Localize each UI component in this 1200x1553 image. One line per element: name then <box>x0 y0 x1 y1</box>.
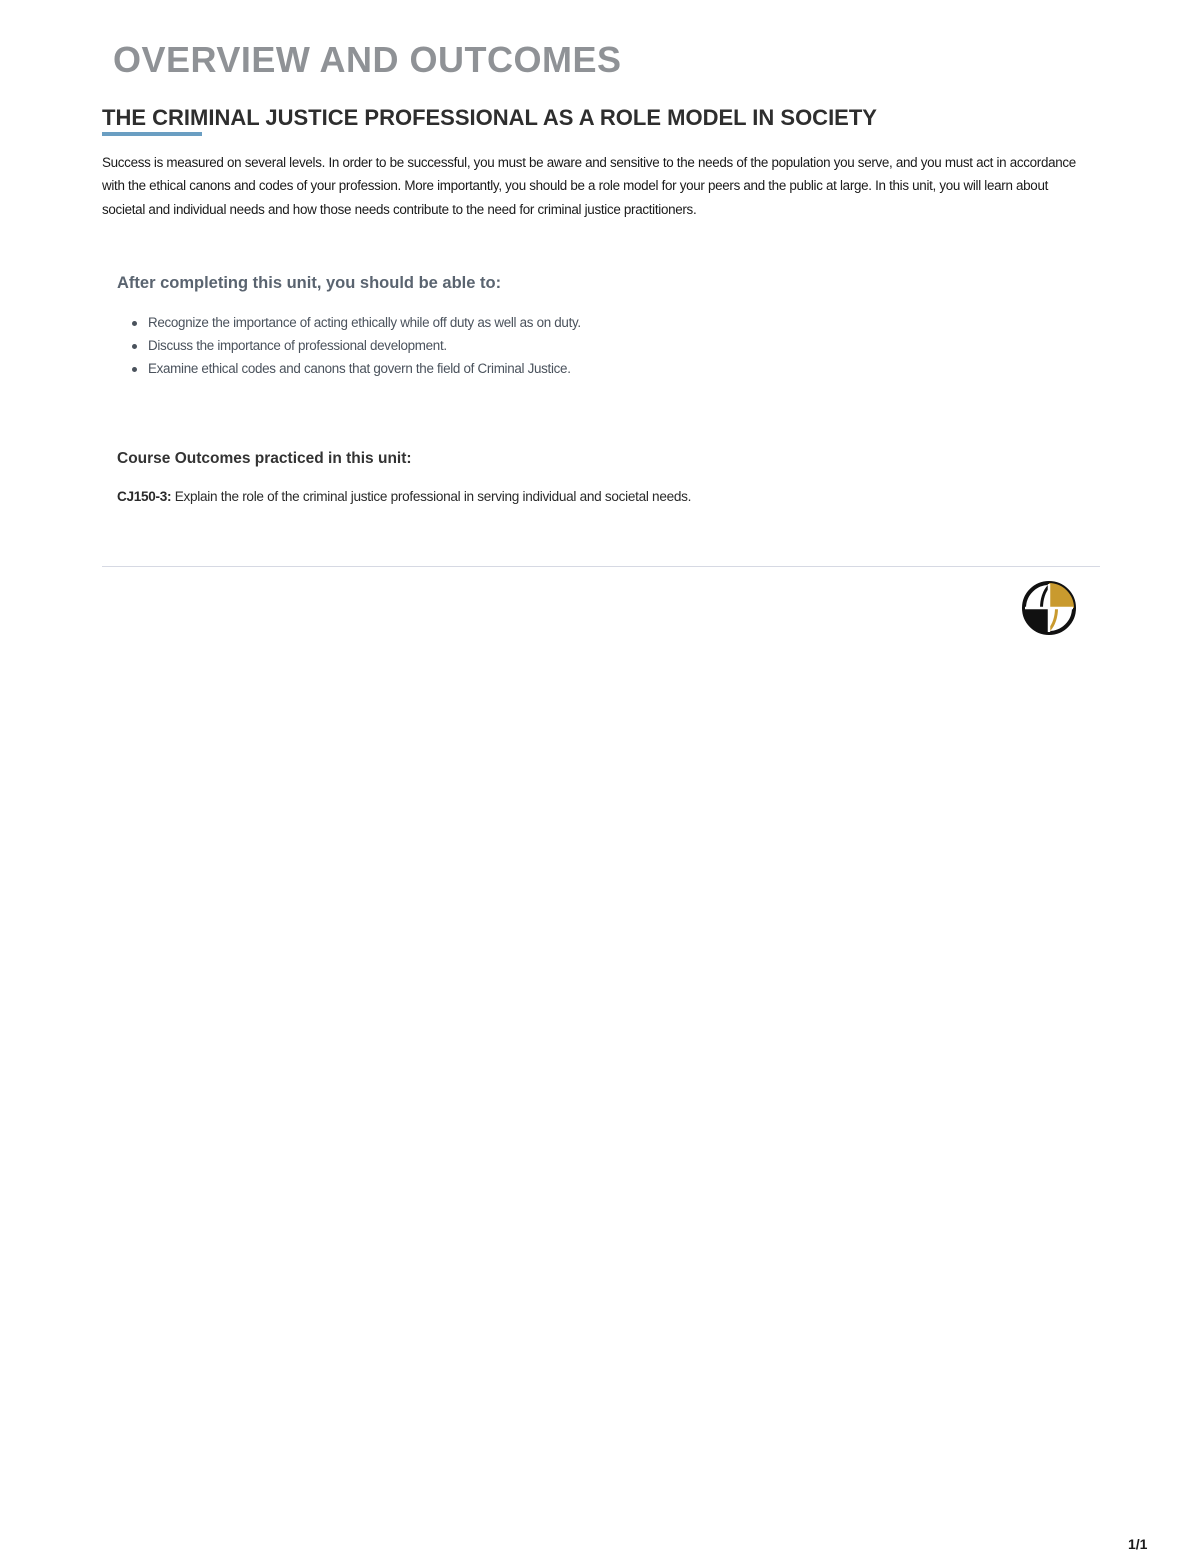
objective-text: Recognize the importance of acting ethically while off duty as well as on duty. <box>148 315 581 330</box>
course-outcome <box>117 486 691 508</box>
outcomes-heading: Course Outcomes practiced in this unit: <box>117 450 412 467</box>
globe-logo-icon <box>1021 580 1077 636</box>
bullet-icon <box>132 321 137 326</box>
page-header-title: OVERVIEW AND OUTCOMES <box>113 39 622 80</box>
objective-item <box>130 334 581 357</box>
section-divider <box>102 566 1100 567</box>
objective-text: Examine ethical codes and canons that govern the field of Criminal Justice. <box>148 361 571 376</box>
objectives-list <box>130 311 581 380</box>
unit-title: THE CRIMINAL JUSTICE PROFESSIONAL AS A ROLE MODEL IN SOCIETY <box>102 105 877 130</box>
unit-intro-paragraph: Success is measured on several levels. In order to be successful, you must be aware and sensitive to the needs of the population you serve, and you must act in accordance with the ethical canons and codes of your profession. More importantly, you should be a role model for your peers and the public at large. In this unit, you will learn about societal and individual needs and how those needs contribute to the need for criminal justice practitioners. <box>102 155 1076 217</box>
bullet-icon <box>132 344 137 349</box>
objective-item <box>130 311 581 334</box>
outcome-code: CJ150-3: <box>117 489 172 504</box>
outcome-text: Explain the role of the criminal justice professional in serving individual and societal needs. <box>174 489 692 504</box>
title-underline <box>102 132 202 136</box>
objectives-heading: After completing this unit, you should be able to: <box>117 274 502 292</box>
bullet-icon <box>132 367 137 372</box>
objective-item <box>130 357 581 380</box>
page-number: 1/1 <box>1128 1536 1148 1552</box>
objective-text: Discuss the importance of professional development. <box>148 338 447 353</box>
